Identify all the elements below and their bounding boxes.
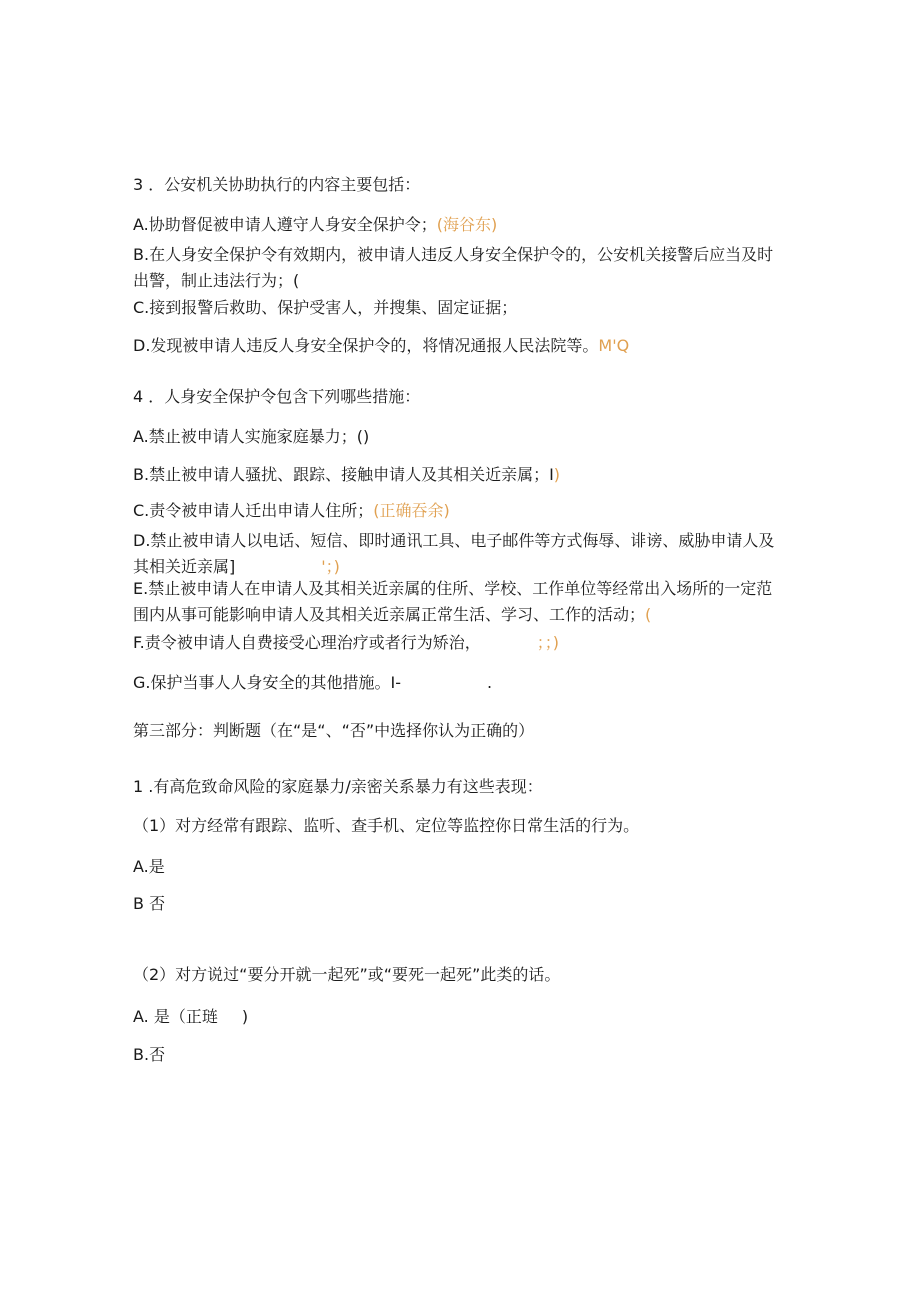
q4-option-a: A.禁止被申请人实施家庭暴力；() (133, 427, 370, 446)
j1-sub2: （2）对方说过“要分开就一起死”或“要死一起死”此类的话。 (133, 965, 561, 984)
q4-option-d-text: D.禁止被申请人以电话、短信、即时通讯工具、电子邮件等方式侮辱、诽谤、威胁申请人及其相关近亲属] (133, 531, 775, 576)
q3-option-b: B.在人身安全保护令有效期内，被申请人违反人身安全保护令的，公安机关接警后应当及时出警，制止违法行为；( (133, 245, 774, 290)
q4-option-f-text: F.责令被申请人自费接受心理治疗或者行为矫治， (133, 633, 481, 652)
q3-option-a-mark: (海谷东) (436, 215, 498, 234)
q4-option-b-text: B.禁止被申请人骚扰、跟踪、接触申请人及其相关近亲属；I (133, 465, 554, 484)
q3-option-d-text: D.发现被申请人违反人身安全保护令的，将情况通报人民法院等。 (133, 336, 599, 355)
q3-option-c: C.接到报警后救助、保护受害人，并搜集、固定证据； (133, 298, 518, 317)
j1-title: 1 .有高危致命风险的家庭暴力/亲密关系暴力有这些表现： (133, 777, 543, 796)
q4-option-e (133, 576, 783, 628)
j1-sub2-option-a (133, 1004, 248, 1030)
q3-option-d (133, 333, 629, 359)
j1-sub1-option-a: A.是 (133, 857, 165, 876)
j1-sub2-option-b: B.否 (133, 1045, 166, 1064)
q4-option-c (133, 498, 450, 524)
q4-option-g (133, 670, 492, 696)
q4-option-c-text: C.责令被申请人迁出申请人住所； (133, 501, 374, 520)
q4-option-e-mark: ( (645, 605, 652, 624)
q4-option-g-tail: . (486, 673, 493, 692)
j1-sub2-option-a-text: A. 是（正琏 (133, 1007, 218, 1026)
q4-option-g-text: G.保护当事人人身安全的其他措施。I- (133, 673, 401, 692)
j1-sub2-option-a-tail: ) (241, 1007, 249, 1026)
q4-option-f (133, 630, 559, 656)
part3-title: 第三部分：判断题（在“是“、“否”中选择你认为正确的） (133, 721, 535, 740)
q4-option-d-mark: '；) (321, 557, 340, 576)
j1-sub1: （1）对方经常有跟踪、监听、查手机、定位等监控你日常生活的行为。 (133, 816, 640, 835)
q3-title: 3 ．公安机关协助执行的内容主要包括： (133, 175, 421, 194)
q3-option-d-mark: M'Q (598, 336, 630, 355)
q3-option-a (133, 212, 497, 238)
q4-option-e-text: E.禁止被申请人在申请人及其相关近亲属的住所、学校、工作单位等经常出入场所的一定范围内从事可能影响申请人及其相关近亲属正常生活、学习、工作的活动； (133, 579, 773, 624)
q4-option-d (133, 528, 783, 580)
j1-sub1-option-b: B 否 (133, 894, 166, 913)
q4-option-b-mark: ) (553, 465, 561, 484)
q4-option-f-mark: ；；) (536, 633, 559, 652)
q3-option-a-text: A.协助督促被申请人遵守人身安全保护令； (133, 215, 437, 234)
q4-option-c-mark: (正确吞余) (373, 501, 450, 520)
q4-option-b (133, 462, 560, 488)
q4-title: 4 ．人身安全保护令包含下列哪些措施： (133, 387, 421, 406)
